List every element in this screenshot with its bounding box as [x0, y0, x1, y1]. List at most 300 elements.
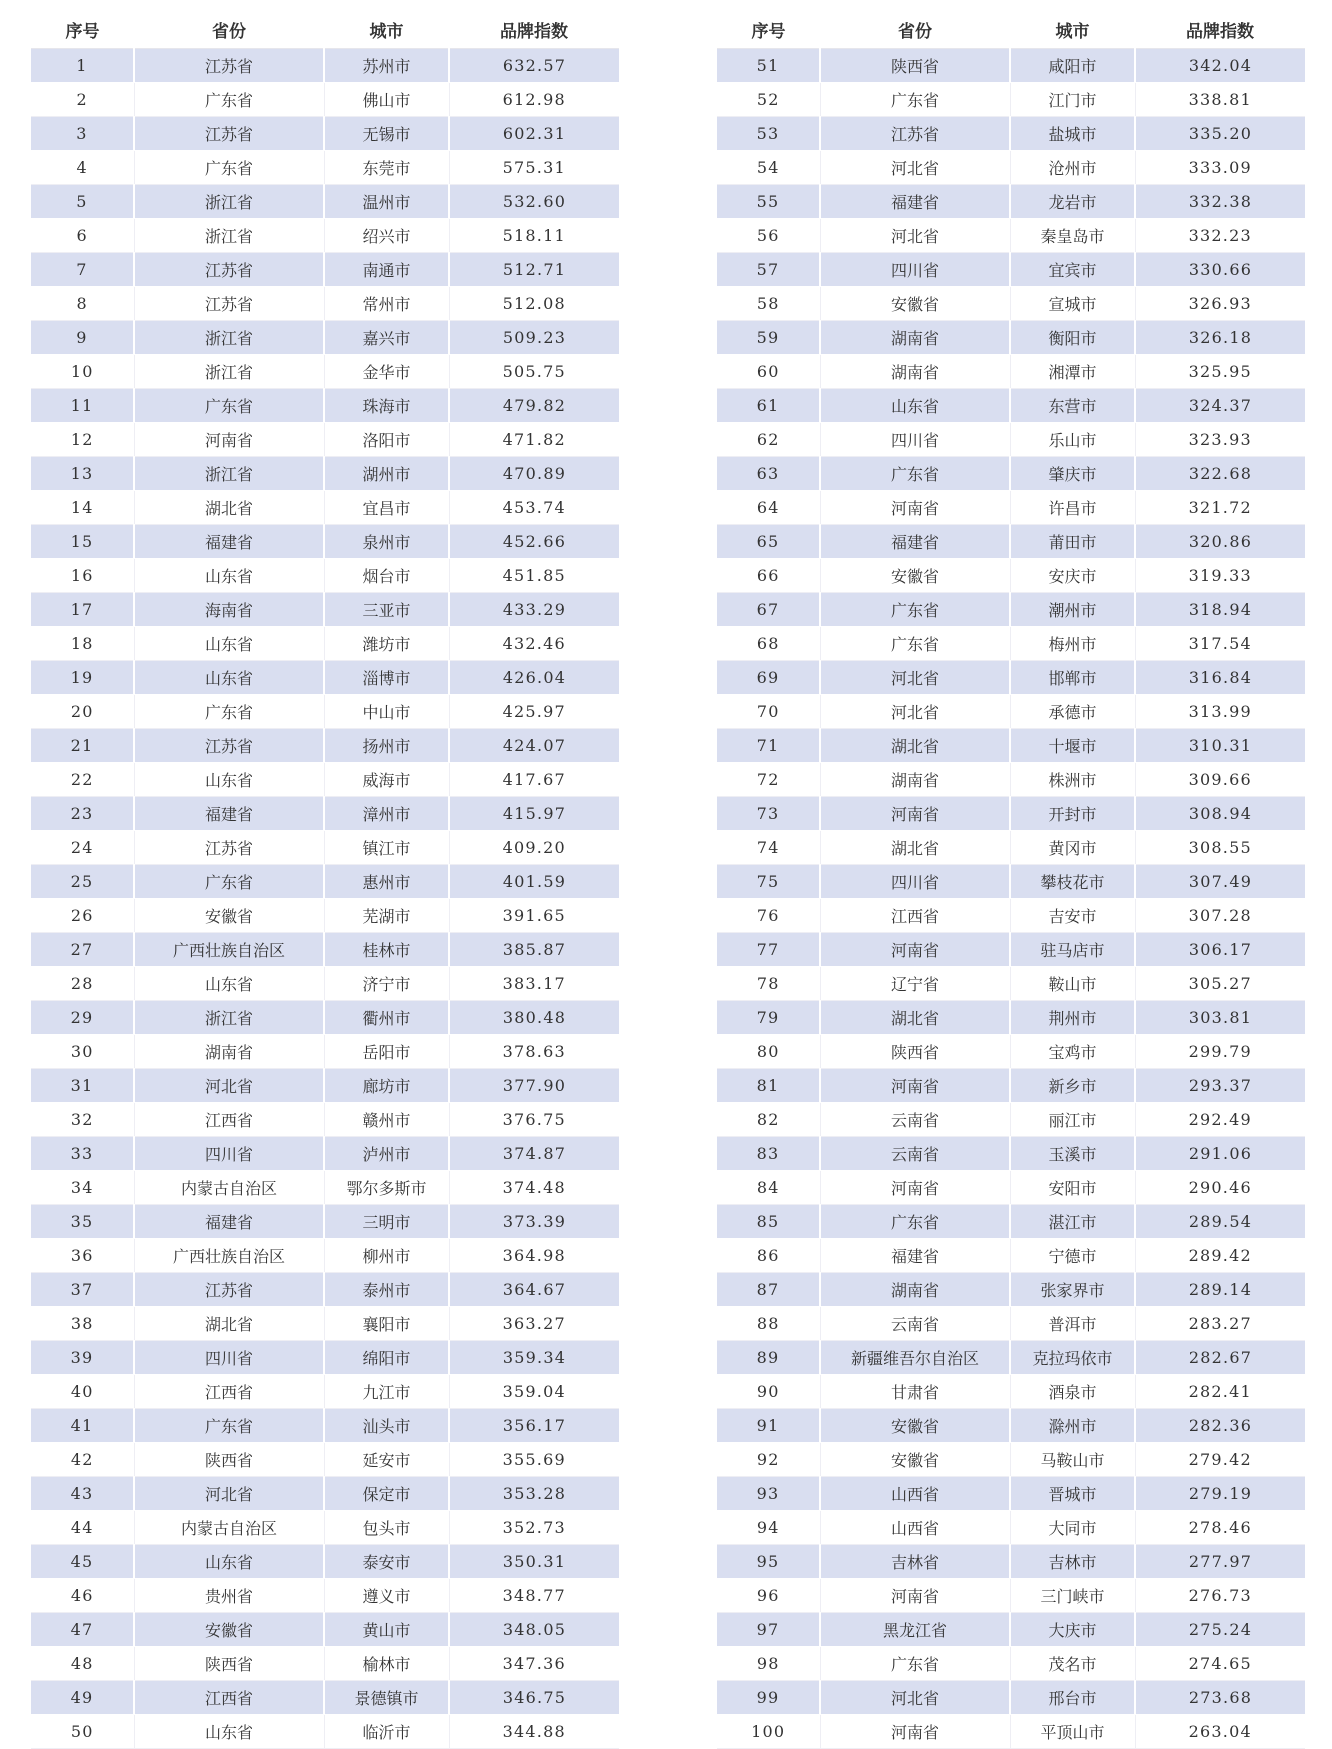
cell-province: 福建省: [820, 1239, 1010, 1273]
table-row: [717, 933, 1305, 967]
cell-city: 玉溪市: [1010, 1137, 1135, 1171]
cell-city: 温州市: [324, 185, 449, 219]
cell-seq: 30: [31, 1035, 134, 1069]
cell-seq: 80: [717, 1035, 820, 1069]
cell-city: 东营市: [1010, 389, 1135, 423]
cell-province: 甘肃省: [820, 1375, 1010, 1409]
table-row: [31, 355, 619, 389]
cell-brand-index: 415.97: [449, 797, 619, 831]
cell-province: 河南省: [820, 1171, 1010, 1205]
cell-province: 陕西省: [134, 1443, 324, 1477]
cell-city: 绍兴市: [324, 219, 449, 253]
cell-seq: 64: [717, 491, 820, 525]
table-row: [31, 321, 619, 355]
cell-seq: 32: [31, 1103, 134, 1137]
table-row: [717, 83, 1305, 117]
table-row: [717, 1273, 1305, 1307]
cell-brand-index: 353.28: [449, 1477, 619, 1511]
cell-seq: 8: [31, 287, 134, 321]
cell-city: 滁州市: [1010, 1409, 1135, 1443]
cell-province: 江苏省: [820, 117, 1010, 151]
cell-seq: 92: [717, 1443, 820, 1477]
table-row: [717, 1477, 1305, 1511]
cell-brand-index: 363.27: [449, 1307, 619, 1341]
table-row: [717, 253, 1305, 287]
cell-city: 三明市: [324, 1205, 449, 1239]
table-row: [717, 1069, 1305, 1103]
table-header-row: [31, 10, 619, 49]
table-row: [31, 1137, 619, 1171]
cell-province: 河南省: [134, 423, 324, 457]
cell-city: 鞍山市: [1010, 967, 1135, 1001]
header-province: 省份: [134, 10, 324, 49]
cell-province: 山东省: [134, 763, 324, 797]
cell-city: 江门市: [1010, 83, 1135, 117]
cell-province: 辽宁省: [820, 967, 1010, 1001]
cell-seq: 77: [717, 933, 820, 967]
cell-province: 陕西省: [134, 1647, 324, 1681]
cell-brand-index: 308.94: [1135, 797, 1305, 831]
table-row: [717, 593, 1305, 627]
table-row: [717, 1137, 1305, 1171]
cell-brand-index: 451.85: [449, 559, 619, 593]
cell-city: 马鞍山市: [1010, 1443, 1135, 1477]
table-row: [31, 1511, 619, 1545]
cell-city: 柳州市: [324, 1239, 449, 1273]
cell-brand-index: 321.72: [1135, 491, 1305, 525]
table-row: [717, 729, 1305, 763]
cell-province: 浙江省: [134, 321, 324, 355]
cell-seq: 9: [31, 321, 134, 355]
table-row: [31, 151, 619, 185]
cell-seq: 40: [31, 1375, 134, 1409]
cell-seq: 36: [31, 1239, 134, 1273]
table-row: [31, 287, 619, 321]
table-header-row: [717, 10, 1305, 49]
cell-province: 四川省: [820, 253, 1010, 287]
cell-seq: 4: [31, 151, 134, 185]
table-row: [31, 763, 619, 797]
cell-province: 陕西省: [820, 1035, 1010, 1069]
cell-province: 广东省: [820, 627, 1010, 661]
cell-city: 淄博市: [324, 661, 449, 695]
table-row: [717, 661, 1305, 695]
cell-province: 陕西省: [820, 49, 1010, 83]
cell-brand-index: 364.98: [449, 1239, 619, 1273]
table-row: [31, 1477, 619, 1511]
cell-brand-index: 383.17: [449, 967, 619, 1001]
cell-seq: 49: [31, 1681, 134, 1715]
cell-province: 湖北省: [134, 1307, 324, 1341]
cell-brand-index: 317.54: [1135, 627, 1305, 661]
cell-seq: 46: [31, 1579, 134, 1613]
table-row: [717, 1511, 1305, 1545]
cell-city: 包头市: [324, 1511, 449, 1545]
cell-city: 衡阳市: [1010, 321, 1135, 355]
cell-seq: 88: [717, 1307, 820, 1341]
cell-brand-index: 322.68: [1135, 457, 1305, 491]
cell-brand-index: 292.49: [1135, 1103, 1305, 1137]
cell-seq: 28: [31, 967, 134, 1001]
cell-brand-index: 318.94: [1135, 593, 1305, 627]
cell-seq: 19: [31, 661, 134, 695]
cell-brand-index: 279.42: [1135, 1443, 1305, 1477]
cell-brand-index: 309.66: [1135, 763, 1305, 797]
cell-seq: 57: [717, 253, 820, 287]
cell-city: 宝鸡市: [1010, 1035, 1135, 1069]
table-row: [717, 287, 1305, 321]
cell-brand-index: 359.04: [449, 1375, 619, 1409]
cell-province: 四川省: [134, 1137, 324, 1171]
cell-province: 湖南省: [820, 763, 1010, 797]
cell-city: 惠州市: [324, 865, 449, 899]
table-row: [31, 1001, 619, 1035]
table-row: [31, 49, 619, 83]
cell-city: 张家界市: [1010, 1273, 1135, 1307]
cell-city: 宁德市: [1010, 1239, 1135, 1273]
cell-seq: 83: [717, 1137, 820, 1171]
cell-city: 金华市: [324, 355, 449, 389]
cell-province: 山东省: [134, 1715, 324, 1749]
cell-city: 景德镇市: [324, 1681, 449, 1715]
cell-seq: 21: [31, 729, 134, 763]
cell-city: 嘉兴市: [324, 321, 449, 355]
cell-city: 黄冈市: [1010, 831, 1135, 865]
cell-city: 佛山市: [324, 83, 449, 117]
cell-city: 潍坊市: [324, 627, 449, 661]
cell-seq: 11: [31, 389, 134, 423]
cell-province: 湖南省: [820, 355, 1010, 389]
header-brand-index: 品牌指数: [449, 10, 619, 49]
cell-city: 保定市: [324, 1477, 449, 1511]
table-row: [717, 1375, 1305, 1409]
cell-brand-index: 356.17: [449, 1409, 619, 1443]
cell-seq: 53: [717, 117, 820, 151]
cell-brand-index: 347.36: [449, 1647, 619, 1681]
cell-province: 福建省: [134, 797, 324, 831]
cell-province: 山东省: [134, 661, 324, 695]
cell-city: 黄山市: [324, 1613, 449, 1647]
cell-brand-index: 602.31: [449, 117, 619, 151]
cell-city: 湘潭市: [1010, 355, 1135, 389]
table-row: [31, 1035, 619, 1069]
cell-brand-index: 289.42: [1135, 1239, 1305, 1273]
cell-seq: 91: [717, 1409, 820, 1443]
cell-seq: 95: [717, 1545, 820, 1579]
table-row: [717, 1715, 1305, 1749]
cell-brand-index: 417.67: [449, 763, 619, 797]
table-row: [31, 593, 619, 627]
cell-seq: 97: [717, 1613, 820, 1647]
cell-province: 广西壮族自治区: [134, 1239, 324, 1273]
table-row: [31, 1443, 619, 1477]
cell-seq: 59: [717, 321, 820, 355]
cell-city: 泰州市: [324, 1273, 449, 1307]
cell-province: 江苏省: [134, 831, 324, 865]
cell-province: 浙江省: [134, 1001, 324, 1035]
cell-brand-index: 373.39: [449, 1205, 619, 1239]
cell-seq: 78: [717, 967, 820, 1001]
cell-seq: 65: [717, 525, 820, 559]
cell-brand-index: 310.31: [1135, 729, 1305, 763]
table-row: [31, 185, 619, 219]
cell-city: 安庆市: [1010, 559, 1135, 593]
cell-province: 福建省: [134, 1205, 324, 1239]
cell-city: 邢台市: [1010, 1681, 1135, 1715]
cell-seq: 48: [31, 1647, 134, 1681]
cell-brand-index: 325.95: [1135, 355, 1305, 389]
cell-province: 广东省: [820, 1205, 1010, 1239]
cell-seq: 13: [31, 457, 134, 491]
cell-city: 邯郸市: [1010, 661, 1135, 695]
cell-province: 湖南省: [134, 1035, 324, 1069]
table-row: [717, 559, 1305, 593]
cell-brand-index: 338.81: [1135, 83, 1305, 117]
cell-seq: 44: [31, 1511, 134, 1545]
cell-seq: 56: [717, 219, 820, 253]
cell-brand-index: 332.23: [1135, 219, 1305, 253]
cell-seq: 62: [717, 423, 820, 457]
table-row: [717, 321, 1305, 355]
cell-city: 丽江市: [1010, 1103, 1135, 1137]
cell-province: 河南省: [820, 1069, 1010, 1103]
cell-city: 宜宾市: [1010, 253, 1135, 287]
cell-brand-index: 313.99: [1135, 695, 1305, 729]
cell-province: 安徽省: [820, 1443, 1010, 1477]
cell-seq: 7: [31, 253, 134, 287]
cell-province: 山西省: [820, 1477, 1010, 1511]
cell-seq: 98: [717, 1647, 820, 1681]
header-city: 城市: [324, 10, 449, 49]
cell-city: 廊坊市: [324, 1069, 449, 1103]
table-row: [31, 1307, 619, 1341]
table-row: [31, 1579, 619, 1613]
table-row: [31, 1681, 619, 1715]
table-body-left: [31, 49, 619, 1749]
cell-province: 江西省: [134, 1681, 324, 1715]
cell-brand-index: 332.38: [1135, 185, 1305, 219]
cell-seq: 29: [31, 1001, 134, 1035]
table-row: [31, 661, 619, 695]
cell-seq: 24: [31, 831, 134, 865]
cell-province: 江苏省: [134, 117, 324, 151]
table-row: [717, 1103, 1305, 1137]
cell-city: 绵阳市: [324, 1341, 449, 1375]
cell-province: 广东省: [820, 1647, 1010, 1681]
table-row: [717, 185, 1305, 219]
cell-province: 河北省: [820, 661, 1010, 695]
cell-province: 江苏省: [134, 287, 324, 321]
cell-province: 福建省: [820, 185, 1010, 219]
cell-seq: 12: [31, 423, 134, 457]
cell-seq: 10: [31, 355, 134, 389]
header-city: 城市: [1010, 10, 1135, 49]
cell-brand-index: 505.75: [449, 355, 619, 389]
cell-brand-index: 278.46: [1135, 1511, 1305, 1545]
table-row: [717, 797, 1305, 831]
cell-seq: 41: [31, 1409, 134, 1443]
table-row: [31, 389, 619, 423]
table-row: [717, 389, 1305, 423]
cell-brand-index: 305.27: [1135, 967, 1305, 1001]
cell-brand-index: 326.18: [1135, 321, 1305, 355]
cell-seq: 39: [31, 1341, 134, 1375]
cell-seq: 20: [31, 695, 134, 729]
table-row: [31, 457, 619, 491]
cell-seq: 58: [717, 287, 820, 321]
cell-brand-index: 377.90: [449, 1069, 619, 1103]
table-row: [717, 355, 1305, 389]
cell-brand-index: 532.60: [449, 185, 619, 219]
cell-province: 河北省: [134, 1477, 324, 1511]
cell-city: 泰安市: [324, 1545, 449, 1579]
cell-province: 山东省: [134, 559, 324, 593]
table-row: [717, 117, 1305, 151]
ranking-table-left: [31, 10, 619, 1749]
cell-province: 江西省: [134, 1103, 324, 1137]
cell-province: 湖南省: [820, 1273, 1010, 1307]
cell-brand-index: 471.82: [449, 423, 619, 457]
cell-brand-index: 279.19: [1135, 1477, 1305, 1511]
cell-seq: 76: [717, 899, 820, 933]
cell-seq: 1: [31, 49, 134, 83]
cell-city: 鄂尔多斯市: [324, 1171, 449, 1205]
table-row: [717, 1205, 1305, 1239]
cell-brand-index: 509.23: [449, 321, 619, 355]
table-row: [717, 695, 1305, 729]
cell-province: 安徽省: [820, 1409, 1010, 1443]
cell-seq: 5: [31, 185, 134, 219]
table-row: [31, 695, 619, 729]
table-row: [31, 1341, 619, 1375]
cell-seq: 60: [717, 355, 820, 389]
cell-province: 广东省: [134, 83, 324, 117]
cell-brand-index: 333.09: [1135, 151, 1305, 185]
cell-province: 广东省: [134, 151, 324, 185]
table-row: [717, 1239, 1305, 1273]
cell-seq: 55: [717, 185, 820, 219]
cell-province: 江苏省: [134, 1273, 324, 1307]
cell-brand-index: 263.04: [1135, 1715, 1305, 1749]
cell-seq: 69: [717, 661, 820, 695]
table-row: [717, 967, 1305, 1001]
cell-city: 许昌市: [1010, 491, 1135, 525]
cell-province: 浙江省: [134, 355, 324, 389]
cell-brand-index: 290.46: [1135, 1171, 1305, 1205]
cell-province: 广东省: [820, 83, 1010, 117]
cell-province: 河北省: [134, 1069, 324, 1103]
table-row: [31, 1647, 619, 1681]
cell-province: 福建省: [820, 525, 1010, 559]
cell-brand-index: 282.36: [1135, 1409, 1305, 1443]
cell-seq: 87: [717, 1273, 820, 1307]
cell-province: 河南省: [820, 797, 1010, 831]
cell-seq: 90: [717, 1375, 820, 1409]
table-row: [31, 1409, 619, 1443]
cell-province: 云南省: [820, 1103, 1010, 1137]
cell-seq: 61: [717, 389, 820, 423]
cell-city: 酒泉市: [1010, 1375, 1135, 1409]
table-row: [31, 797, 619, 831]
cell-brand-index: 274.65: [1135, 1647, 1305, 1681]
cell-city: 荆州市: [1010, 1001, 1135, 1035]
cell-province: 江西省: [134, 1375, 324, 1409]
table-row: [717, 1307, 1305, 1341]
cell-brand-index: 330.66: [1135, 253, 1305, 287]
cell-city: 三亚市: [324, 593, 449, 627]
cell-seq: 81: [717, 1069, 820, 1103]
table-row: [717, 491, 1305, 525]
cell-province: 江苏省: [134, 253, 324, 287]
cell-brand-index: 291.06: [1135, 1137, 1305, 1171]
cell-brand-index: 401.59: [449, 865, 619, 899]
table-row: [31, 1613, 619, 1647]
cell-city: 汕头市: [324, 1409, 449, 1443]
ranking-table-right: [717, 10, 1305, 1749]
table-row: [717, 899, 1305, 933]
cell-brand-index: 308.55: [1135, 831, 1305, 865]
table-row: [717, 525, 1305, 559]
cell-province: 广东省: [820, 593, 1010, 627]
cell-province: 安徽省: [820, 559, 1010, 593]
cell-city: 沧州市: [1010, 151, 1135, 185]
cell-city: 咸阳市: [1010, 49, 1135, 83]
cell-seq: 15: [31, 525, 134, 559]
cell-city: 东莞市: [324, 151, 449, 185]
cell-city: 岳阳市: [324, 1035, 449, 1069]
cell-brand-index: 374.87: [449, 1137, 619, 1171]
table-row: [31, 219, 619, 253]
table-row: [31, 831, 619, 865]
cell-brand-index: 316.84: [1135, 661, 1305, 695]
ranking-table-left-panel: [31, 10, 619, 1749]
cell-brand-index: 391.65: [449, 899, 619, 933]
table-row: [31, 253, 619, 287]
cell-seq: 75: [717, 865, 820, 899]
cell-city: 榆林市: [324, 1647, 449, 1681]
cell-city: 无锡市: [324, 117, 449, 151]
cell-city: 泸州市: [324, 1137, 449, 1171]
cell-brand-index: 273.68: [1135, 1681, 1305, 1715]
cell-city: 吉安市: [1010, 899, 1135, 933]
cell-province: 四川省: [134, 1341, 324, 1375]
cell-city: 潮州市: [1010, 593, 1135, 627]
cell-province: 江西省: [820, 899, 1010, 933]
cell-brand-index: 307.28: [1135, 899, 1305, 933]
cell-province: 湖北省: [134, 491, 324, 525]
cell-province: 四川省: [820, 423, 1010, 457]
cell-seq: 18: [31, 627, 134, 661]
cell-city: 赣州市: [324, 1103, 449, 1137]
cell-seq: 100: [717, 1715, 820, 1749]
cell-province: 河南省: [820, 1579, 1010, 1613]
cell-city: 湖州市: [324, 457, 449, 491]
cell-seq: 82: [717, 1103, 820, 1137]
cell-seq: 52: [717, 83, 820, 117]
cell-city: 肇庆市: [1010, 457, 1135, 491]
table-row: [717, 1171, 1305, 1205]
cell-seq: 23: [31, 797, 134, 831]
cell-province: 山东省: [134, 627, 324, 661]
table-row: [31, 865, 619, 899]
table-row: [717, 1035, 1305, 1069]
cell-seq: 63: [717, 457, 820, 491]
cell-province: 贵州省: [134, 1579, 324, 1613]
table-row: [717, 151, 1305, 185]
cell-seq: 66: [717, 559, 820, 593]
cell-city: 晋城市: [1010, 1477, 1135, 1511]
cell-brand-index: 323.93: [1135, 423, 1305, 457]
